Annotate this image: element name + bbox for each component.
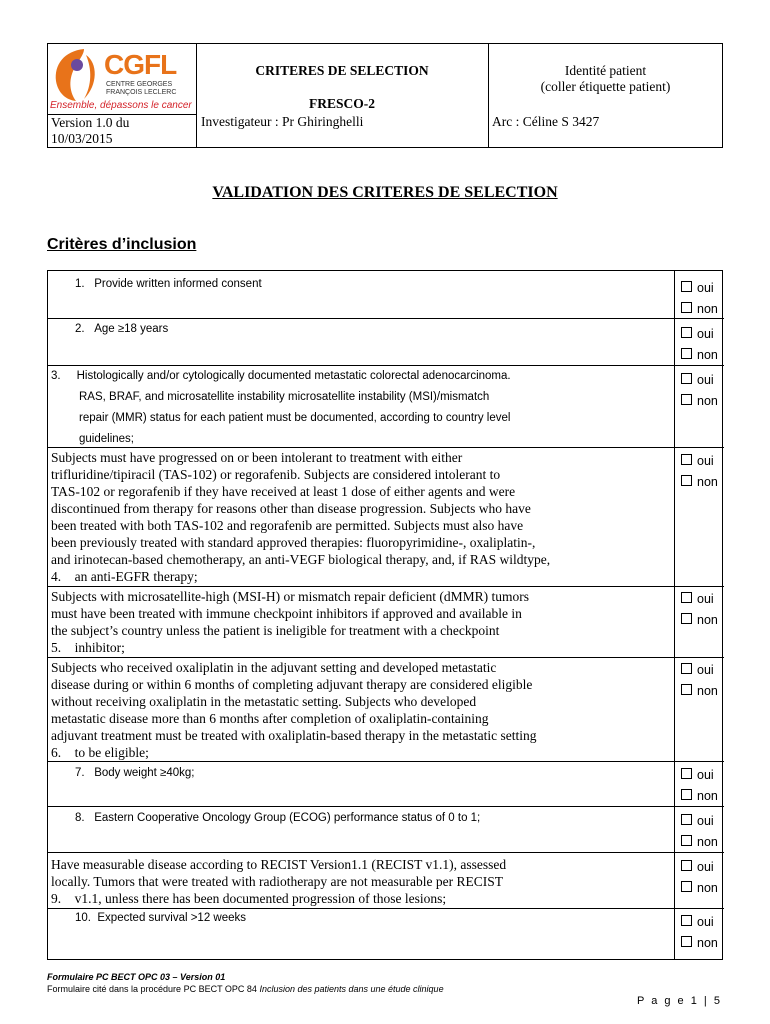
form-title: CRITERES DE SELECTION [255,63,429,78]
criterion-10: 10. Expected survival >12 weeks [75,912,247,924]
checkbox-icon [681,327,692,338]
checkbox-non-8[interactable]: non [681,832,718,853]
investigator-text: Investigateur : Pr Ghiringhelli [201,114,364,129]
checkbox-icon [681,281,692,292]
patient-label-hint: (coller étiquette patient) [540,79,671,94]
checkbox-oui-7[interactable]: oui [681,765,718,786]
options-row-8 [681,811,718,853]
logo-tagline: Ensemble, dépassons le cancer [50,100,192,111]
cgfl-logo [50,45,192,111]
options-row-5 [681,589,718,631]
checkbox-non-5[interactable]: non [681,610,718,631]
checkbox-oui-4[interactable]: oui [681,451,718,472]
checkbox-icon [681,936,692,947]
footer-form-id: Formulaire PC BECT OPC 03 – Version 01 [47,972,226,982]
logo-brand: CGFL [104,49,177,80]
footer-procedure: Formulaire cité dans la procédure PC BECT OPC 84 Inclusion des patients dans une étude clinique [47,984,444,994]
checkbox-oui-8[interactable]: oui [681,811,718,832]
options-row-1 [681,278,718,320]
options-row-7 [681,765,718,807]
options-row-2 [681,324,718,366]
logo-line1: CENTRE GEORGES [106,81,173,88]
checkbox-non-9[interactable]: non [681,878,718,899]
checkbox-icon [681,613,692,624]
criterion-3: 3. Histologically and/or cytologically documented metastatic colorectal adenocarcinoma. RAS, BRAF, and microsatellite instability microsatellite instability (MSI)/mismatch repair (MMR) status for each patient must be documented, according to country level guidelines; [51,370,511,445]
checkbox-oui-9[interactable]: oui [681,857,718,878]
checkbox-oui-5[interactable]: oui [681,589,718,610]
checkbox-non-4[interactable]: non [681,472,718,493]
checkbox-icon [681,835,692,846]
checkbox-icon [681,302,692,313]
page-number: P a g e 1 | 5 [637,995,722,1007]
checkbox-oui-10[interactable]: oui [681,912,718,933]
criterion-4: Subjects must have progressed on or been intolerant to treatment with either trifluridine/tipiracil (TAS-102) or regorafenib. Subjects are considered intolerant to TAS-102 or regorafenib if they have received at least 1 dose of either agents and were discontinued from therapy for reasons other than disease progression. Subjects who have been treated with both TAS-102 and regorafenib are permitted. Subjects must also have been previously treated with standard approved therapies: fluoropyrimidine-, oxaliplatin-, and irinotecan-based chemotherapy, an anti-VEGF biological therapy, and, if RAS wildtype, 4. an anti-EGFR therapy; [51,450,551,584]
options-row-10 [681,912,718,954]
options-row-6 [681,660,718,702]
criterion-9: Have measurable disease according to RECIST Version1.1 (RECIST v1.1), assessed locally. Tumors that were treated with radiotherapy are not measurable per RECIST 9. v1.1, unless there has been documented progression of those lesions; [51,857,507,906]
checkbox-icon [681,348,692,359]
checkbox-non-7[interactable]: non [681,786,718,807]
checkbox-icon [681,881,692,892]
checkbox-icon [681,454,692,465]
checkbox-icon [681,768,692,779]
checkbox-non-6[interactable]: non [681,681,718,702]
checkbox-icon [681,915,692,926]
checkbox-icon [681,475,692,486]
checkbox-oui-2[interactable]: oui [681,324,718,345]
checkbox-oui-3[interactable]: oui [681,370,718,391]
study-name: FRESCO-2 [308,96,375,111]
checkbox-oui-6[interactable]: oui [681,660,718,681]
logo-line2: FRANÇOIS LECLERC [106,89,177,96]
criterion-1: 1. Provide written informed consent [75,278,262,290]
patient-id-label: Identité patient [564,63,647,78]
options-row-9 [681,857,718,899]
checkbox-non-10[interactable]: non [681,933,718,954]
options-row-4 [681,451,718,493]
criterion-2: 2. Age ≥18 years [75,323,169,335]
options-row-3 [681,370,718,412]
checkbox-non-2[interactable]: non [681,345,718,366]
checkbox-icon [681,663,692,674]
checkbox-icon [681,789,692,800]
checkbox-icon [681,860,692,871]
checkbox-non-3[interactable]: non [681,391,718,412]
version-text: Version 1.0 du 10/03/2015 [51,115,130,146]
checkbox-icon [681,373,692,384]
criterion-6: Subjects who received oxaliplatin in the adjuvant setting and developed metastatic disease during or within 6 months of completing adjuvant therapy are considered eligible without receiving oxaliplatin in the metastatic setting. Subjects who developed metastatic disease more than 6 months after completion of oxaliplatin-containing adjuvant treatment must be treated with oxaliplatin-based therapy in the metastatic setting 6. to be eligible; [51,660,537,760]
criterion-7: 7. Body weight ≥40kg; [75,767,195,779]
checkbox-icon [681,592,692,603]
checkbox-oui-1[interactable]: oui [681,278,718,299]
checkbox-icon [681,814,692,825]
checkbox-icon [681,684,692,695]
section-title: Critères d’inclusion [47,236,197,253]
criterion-5: Subjects with microsatellite-high (MSI-H) or mismatch repair deficient (dMMR) tumors must have been treated with immune checkpoint inhibitors if approved and available in the subject’s country unless the patient is ineligible for treatment with a checkpoint 5. inhibitor; [51,589,530,655]
arc-text: Arc : Céline S 3427 [492,114,600,129]
checkbox-non-1[interactable]: non [681,299,718,320]
main-title: VALIDATION DES CRITERES DE SELECTION [212,184,558,201]
criterion-8: 8. Eastern Cooperative Oncology Group (ECOG) performance status of 0 to 1; [75,812,481,824]
checkbox-icon [681,394,692,405]
